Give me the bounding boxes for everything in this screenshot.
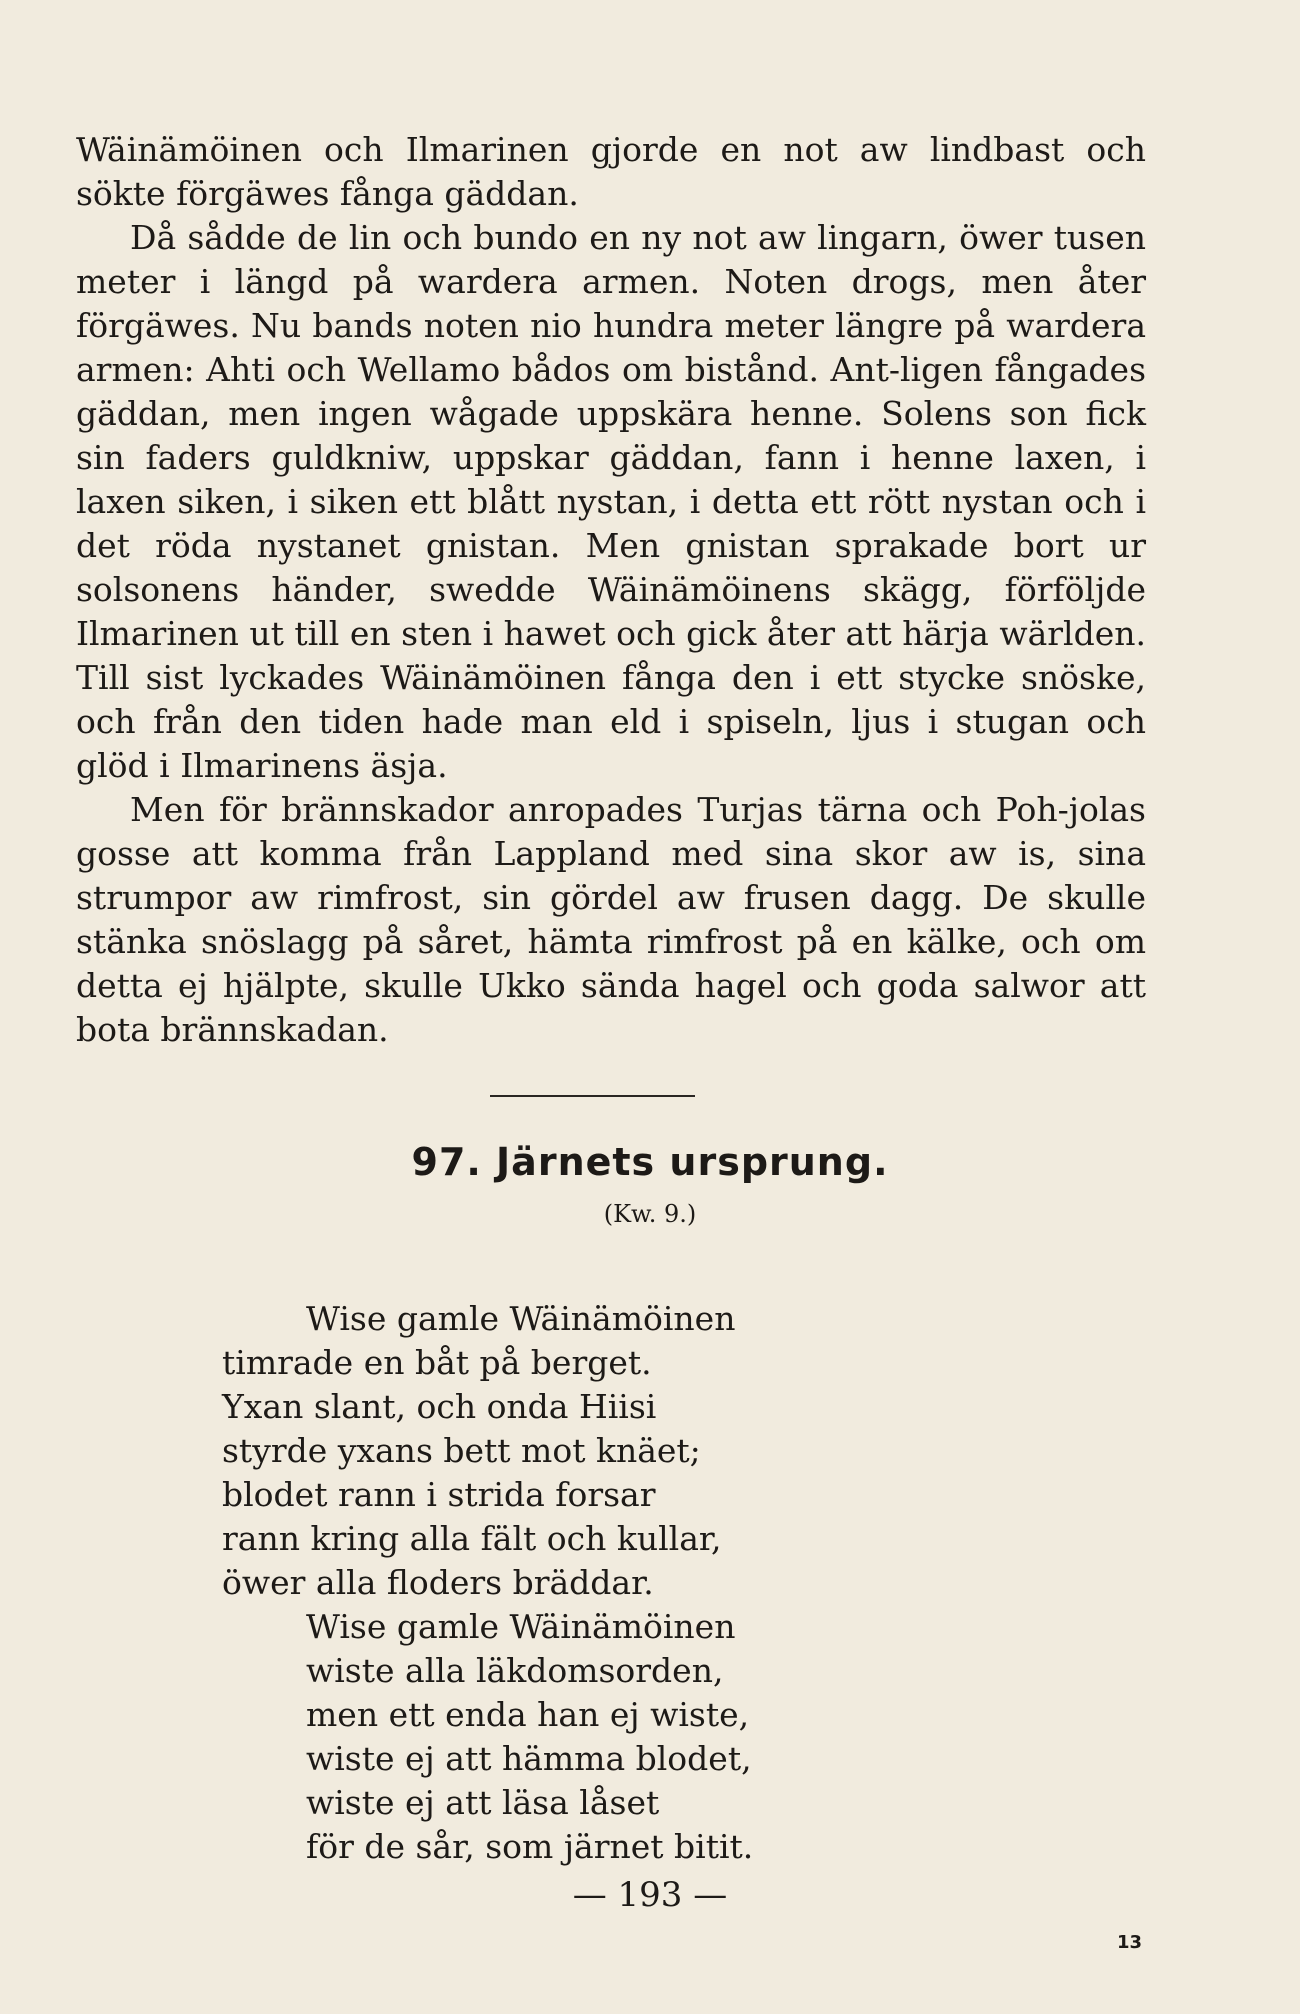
poem-line: Wise gamle Wäinämöinen	[306, 1299, 736, 1338]
poem-line: Yxan slant, och onda Hiisi	[222, 1387, 657, 1426]
paragraph: Men för brännskador anropades Turjas tärna och Poh-jolas gosse att komma från Lappland med sina skor aw is, sina strumpor aw rimfrost, sin gördel aw frusen dagg. De skulle stänka snöslagg på såret, hämta rimfrost på en kälke, och om detta ej hjälpte, skulle Ukko sända hagel och goda salwor att bota brännskadan.	[76, 790, 1146, 1049]
poem-line: wiste alla läkdomsorden,	[306, 1651, 724, 1690]
poem-line: rann kring alla fält och kullar,	[222, 1519, 722, 1558]
signature-mark: 13	[1117, 1932, 1143, 1953]
section-source-reference: (Kw. 9.)	[603, 1200, 697, 1228]
poem-line: Wise gamle Wäinämöinen	[306, 1607, 736, 1646]
poem-line: timrade en båt på berget.	[222, 1343, 652, 1382]
paragraph: Wäinämöinen och Ilmarinen gjorde en not aw lindbast och sökte förgäwes fånga gäddan.	[76, 130, 1146, 213]
poem	[222, 1297, 942, 1869]
poem-line: för de sår, som järnet bitit.	[306, 1827, 754, 1866]
poem-line: wiste ej att läsa låset	[306, 1783, 660, 1822]
section-divider	[490, 1095, 695, 1097]
section-heading: 97. Järnets ursprung.	[411, 1140, 889, 1184]
page-number: — 193 —	[572, 1875, 728, 1915]
paragraph: Då sådde de lin och bundo en ny not aw lingarn, öwer tusen meter i längd på wardera armen. Noten drogs, men åter förgäwes. Nu bands noten nio hundra meter längre på wardera armen: Ahti och Wellamo bådos om bistånd. Ant-ligen fångades gäddan, men ingen wågade uppskära henne. Solens son fick sin faders guldkniw, uppskar gäddan, fann i henne laxen, i laxen siken, i siken ett blått nystan, i detta ett rött nystan och i det röda nystanet gnistan. Men gnistan sprakade bort ur solsonens händer, swedde Wäinämöinens skägg, förföljde Ilmarinen ut till en sten i hawet och gick åter att härja wärlden. Till sist lyckades Wäinämöinen fånga den i ett stycke snöske, och från den tiden hade man eld i spiseln, ljus i stugan och glöd i Ilmarinens äsja.	[76, 218, 1146, 785]
poem-line: öwer alla floders bräddar.	[222, 1563, 654, 1602]
poem-line: wiste ej att hämma blodet,	[306, 1739, 752, 1778]
poem-line: blodet rann i strida forsar	[222, 1475, 656, 1514]
prose-section	[76, 128, 1146, 1052]
poem-line: styrde yxans bett mot knäet;	[222, 1431, 701, 1470]
poem-line: men ett enda han ej wiste,	[306, 1695, 750, 1734]
